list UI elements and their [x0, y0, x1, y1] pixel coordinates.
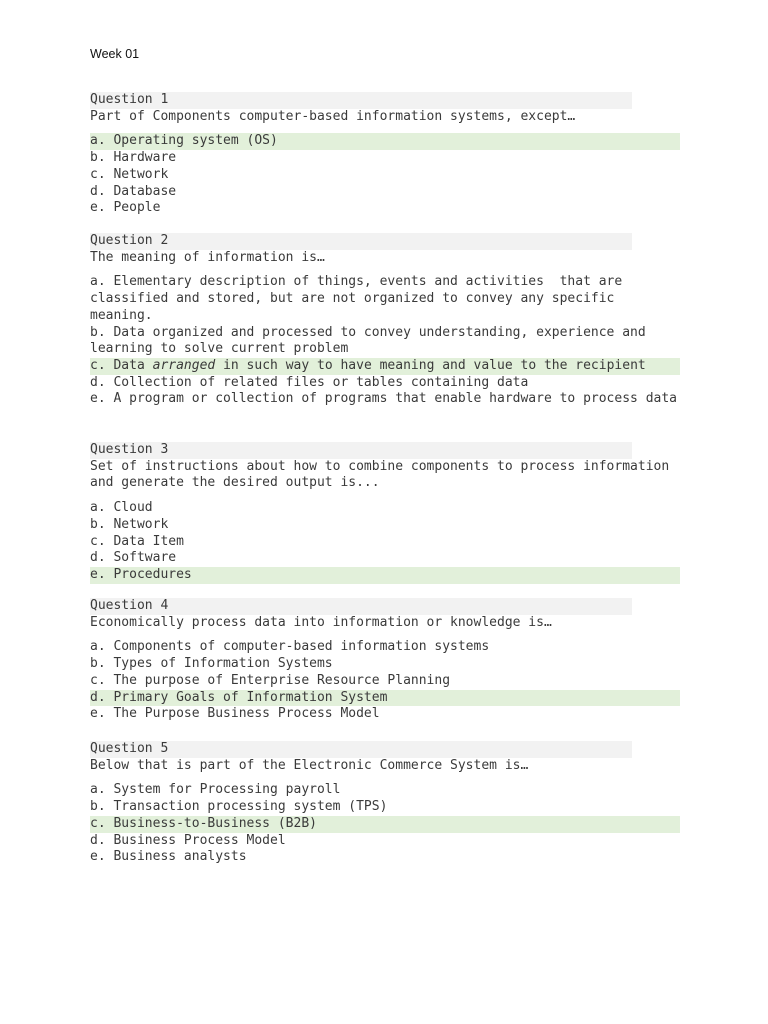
answer-option: b. Network	[90, 516, 169, 532]
question-text: Part of Components computer-based information systems, except…	[90, 108, 576, 124]
question-header: Question 5	[90, 741, 632, 758]
answer-option: d. Software	[90, 550, 177, 566]
option-text-suffix: in such way to have meaning and value to the recipient	[215, 357, 646, 373]
answer-option-correct: c. Business-to-Business (B2B)	[90, 816, 680, 833]
question-header: Question 4	[90, 598, 632, 615]
answer-option: a. Cloud	[90, 500, 153, 516]
answer-option: a. System for Processing payroll	[90, 782, 341, 798]
answer-option: b. Data organized and processed to convey understanding, experience and learning to solve current problem	[90, 324, 654, 357]
question-block-4	[90, 598, 680, 723]
answer-option: c. Network	[90, 166, 169, 182]
answer-option: b. Types of Information Systems	[90, 656, 333, 672]
question-header: Question 1	[90, 92, 632, 109]
answer-option: b. Transaction processing system (TPS)	[90, 799, 388, 815]
question-text: Below that is part of the Electronic Commerce System is…	[90, 757, 529, 773]
question-text: The meaning of information is…	[90, 249, 325, 265]
question-block-3	[90, 442, 680, 584]
answer-option: e. People	[90, 200, 161, 216]
question-header: Question 2	[90, 233, 632, 250]
answer-option: b. Hardware	[90, 150, 177, 166]
answer-option-correct: a. Operating system (OS)	[90, 133, 680, 150]
week-title: Week 01	[90, 47, 140, 61]
answer-option: e. Business analysts	[90, 849, 247, 865]
answer-option: a. Components of computer-based information systems	[90, 639, 490, 655]
answer-option: c. Data Item	[90, 533, 184, 549]
answer-option: d. Database	[90, 183, 177, 199]
answer-option: e. A program or collection of programs that enable hardware to process data	[90, 391, 677, 407]
option-text-emphasis: arranged	[152, 357, 216, 373]
option-text-prefix: c. Data	[90, 357, 153, 373]
answer-option-correct: d. Primary Goals of Information System	[90, 690, 680, 707]
answer-option: e. The Purpose Business Process Model	[90, 706, 380, 722]
answer-option: d. Business Process Model	[90, 832, 286, 848]
question-text: Set of instructions about how to combine components to process information and generate the desired output is...	[90, 458, 678, 491]
question-block-2	[90, 233, 680, 408]
answer-option: d. Collection of related files or tables containing data	[90, 374, 529, 390]
answer-option: a. Elementary description of things, events and activities that are classified and stored, but are not organized to convey any specific meaning.	[90, 274, 631, 323]
answer-option: c. The purpose of Enterprise Resource Planning	[90, 672, 451, 688]
question-text: Economically process data into information or knowledge is…	[90, 614, 552, 630]
answer-option-correct	[90, 358, 680, 375]
question-block-1	[90, 92, 680, 217]
question-block-5	[90, 741, 680, 866]
question-header: Question 3	[90, 442, 632, 459]
answer-option-correct: e. Procedures	[90, 567, 680, 584]
